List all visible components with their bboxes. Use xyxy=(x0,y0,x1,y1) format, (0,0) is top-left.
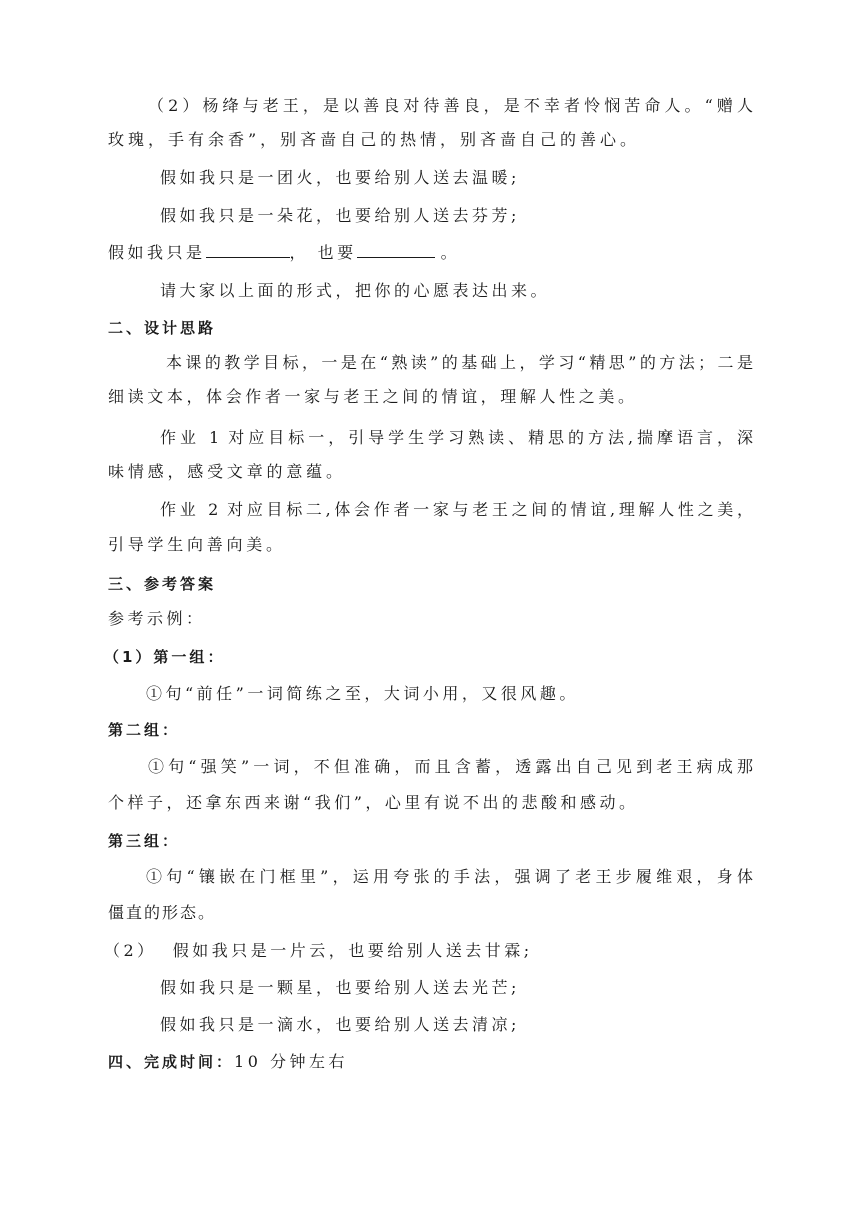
s2-paragraph-3-line-2: 引导学生向善向美。 xyxy=(108,535,282,554)
group-3-line-1: ①句“镶嵌在门框里”，运用夸张的手法，强调了老王步履维艰，身体 xyxy=(146,867,753,886)
s2-paragraph-3-line-1: 作业 2 对应目标二,体会作者一家与老王之间的情谊,理解人性之美， xyxy=(160,500,753,519)
group-3-line-2: 僵直的形态。 xyxy=(108,903,214,922)
answer-2-text-1: 假如我只是一片云，也要给别人送去甘霖; xyxy=(172,941,533,960)
answer-2-line-3: 假如我只是一滴水，也要给别人送去清凉; xyxy=(160,1015,520,1034)
answer-2-label: （2） xyxy=(104,941,157,960)
answer-2-line-1 xyxy=(104,940,749,962)
s2-paragraph-1-line-2: 细读文本，体会作者一家与老王之间的情谊，理解人性之美。 xyxy=(108,387,634,406)
section-4-title: 四、完成时间： xyxy=(108,1053,235,1071)
section-4-line xyxy=(108,1051,753,1073)
section-2-title: 二、设计思路 xyxy=(108,319,217,337)
poem-line-2: 假如我只是一朵花，也要给别人送去芬芳; xyxy=(160,206,520,225)
answer-2-line-2: 假如我只是一颗星，也要给别人送去光芒; xyxy=(160,978,520,997)
group-2-title: 第二组： xyxy=(108,721,181,739)
instruction-text: 请大家以上面的形式，把你的心愿表达出来。 xyxy=(160,281,551,300)
poem-line-3-start: 假如我只是 xyxy=(108,243,206,262)
s2-paragraph-1-line-1: 本课的教学目标，一是在“熟读”的基础上，学习“精思”的方法；二是 xyxy=(166,353,753,372)
group-3-title: 第三组： xyxy=(108,832,181,850)
section-3-title: 三、参考答案 xyxy=(108,575,217,593)
s2-paragraph-2-line-1: 作业 1 对应目标一，引导学生学习熟读、精思的方法,揣摩语言，深 xyxy=(160,428,753,447)
intro-paragraph-line-2: 玫瑰，手有余香”，别吝啬自己的热情，别吝啬自己的善心。 xyxy=(108,130,636,149)
section-4-value: 10 分钟左右 xyxy=(234,1052,348,1071)
poem-line-3 xyxy=(108,242,753,264)
group-2-line-1: ①句“强笑”一词，不但准确，而且含蓄，透露出自己见到老王病成那 xyxy=(148,757,753,776)
group-1-text: ①句“前任”一词简练之至，大词小用，又很风趣。 xyxy=(146,684,579,703)
fill-blank-1[interactable] xyxy=(206,242,290,258)
poem-line-3-end: 。 xyxy=(440,243,461,262)
group-1-title: （1）第一组： xyxy=(104,648,226,666)
reference-label: 参考示例： xyxy=(108,609,206,628)
group-2-line-2: 个样子，还拿东西来谢“我们”，心里有说不出的悲酸和感动。 xyxy=(108,793,635,812)
poem-line-3-middle: ， 也要 xyxy=(289,243,357,262)
poem-line-1: 假如我只是一团火，也要给别人送去温暖; xyxy=(160,168,520,187)
s2-paragraph-2-line-2: 味情感，感受文章的意蕴。 xyxy=(108,462,342,481)
fill-blank-2[interactable] xyxy=(357,242,435,258)
intro-paragraph-line-1: （2）杨绛与老王，是以善良对待善良，是不幸者怜悯苦命人。“赠人 xyxy=(148,96,753,115)
